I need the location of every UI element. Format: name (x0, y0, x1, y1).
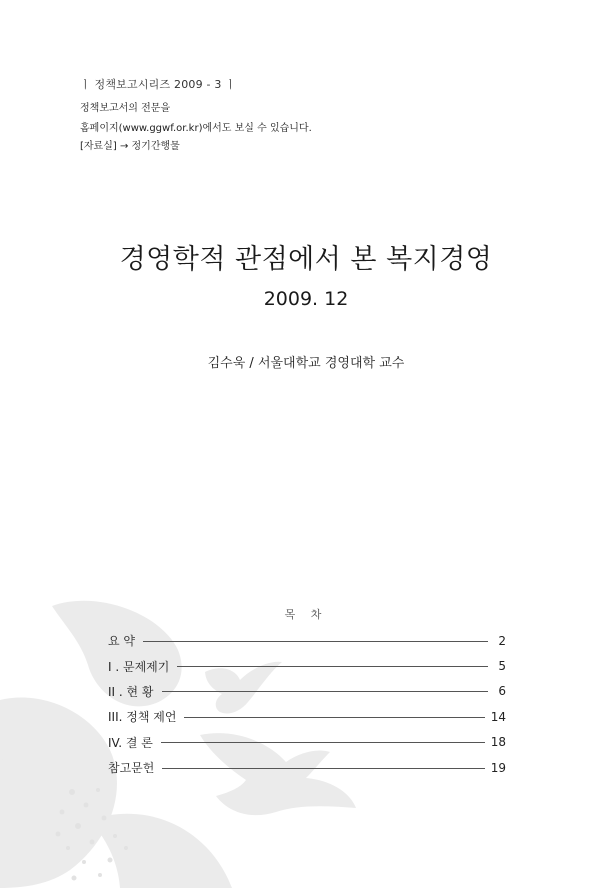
toc-leader-line (162, 768, 484, 769)
author-line: 김수욱 / 서울대학교 경영대학 교수 (207, 356, 405, 371)
toc-item-page: 5 (498, 659, 506, 674)
toc-item-summary[interactable] (108, 628, 506, 653)
toc-leader-line (162, 691, 488, 692)
toc-item-references[interactable] (108, 755, 506, 780)
toc-item-policy[interactable] (108, 704, 506, 729)
toc-heading: 목 차 (284, 608, 328, 621)
toc-item-page: 14 (490, 709, 506, 724)
toc-item-label: IV. 결 론 (108, 735, 153, 750)
toc-item-label: II . 현 황 (108, 684, 154, 699)
document-title: 경영학적 관점에서 본 복지경영 (119, 244, 493, 275)
document-date: 2009. 12 (263, 288, 349, 310)
toc-item-page: 19 (490, 760, 506, 775)
toc-leader-line (184, 717, 484, 718)
toc-leader-line (177, 666, 488, 667)
toc-item-page: 2 (498, 633, 506, 648)
toc-item-label: 요 약 (108, 634, 135, 649)
toc-item-label: 참고문헌 (108, 761, 155, 776)
toc-item-page: 6 (498, 684, 506, 699)
toc-item-label: I . 문제제기 (108, 659, 170, 674)
toc-item-page: 18 (490, 735, 506, 750)
toc-leader-line (143, 641, 488, 642)
info-line: 정책보고서의 전문을 (80, 103, 171, 114)
info-line-website: 홈페이지(www.ggwf.or.kr)에서도 보실 수 있습니다. (80, 123, 312, 134)
toc-item-status[interactable] (108, 679, 506, 704)
toc-leader-line (161, 742, 485, 743)
series-label: ㅣ 정책보고시리즈 2009 - 3 ㅣ (80, 78, 237, 91)
toc-item-conclusion[interactable] (108, 730, 506, 755)
info-line-archive: [자료실] → 정기간행물 (80, 141, 180, 152)
toc-item-problem[interactable] (108, 653, 506, 678)
table-of-contents (108, 628, 506, 780)
toc-item-label: III. 정책 제언 (108, 710, 177, 725)
